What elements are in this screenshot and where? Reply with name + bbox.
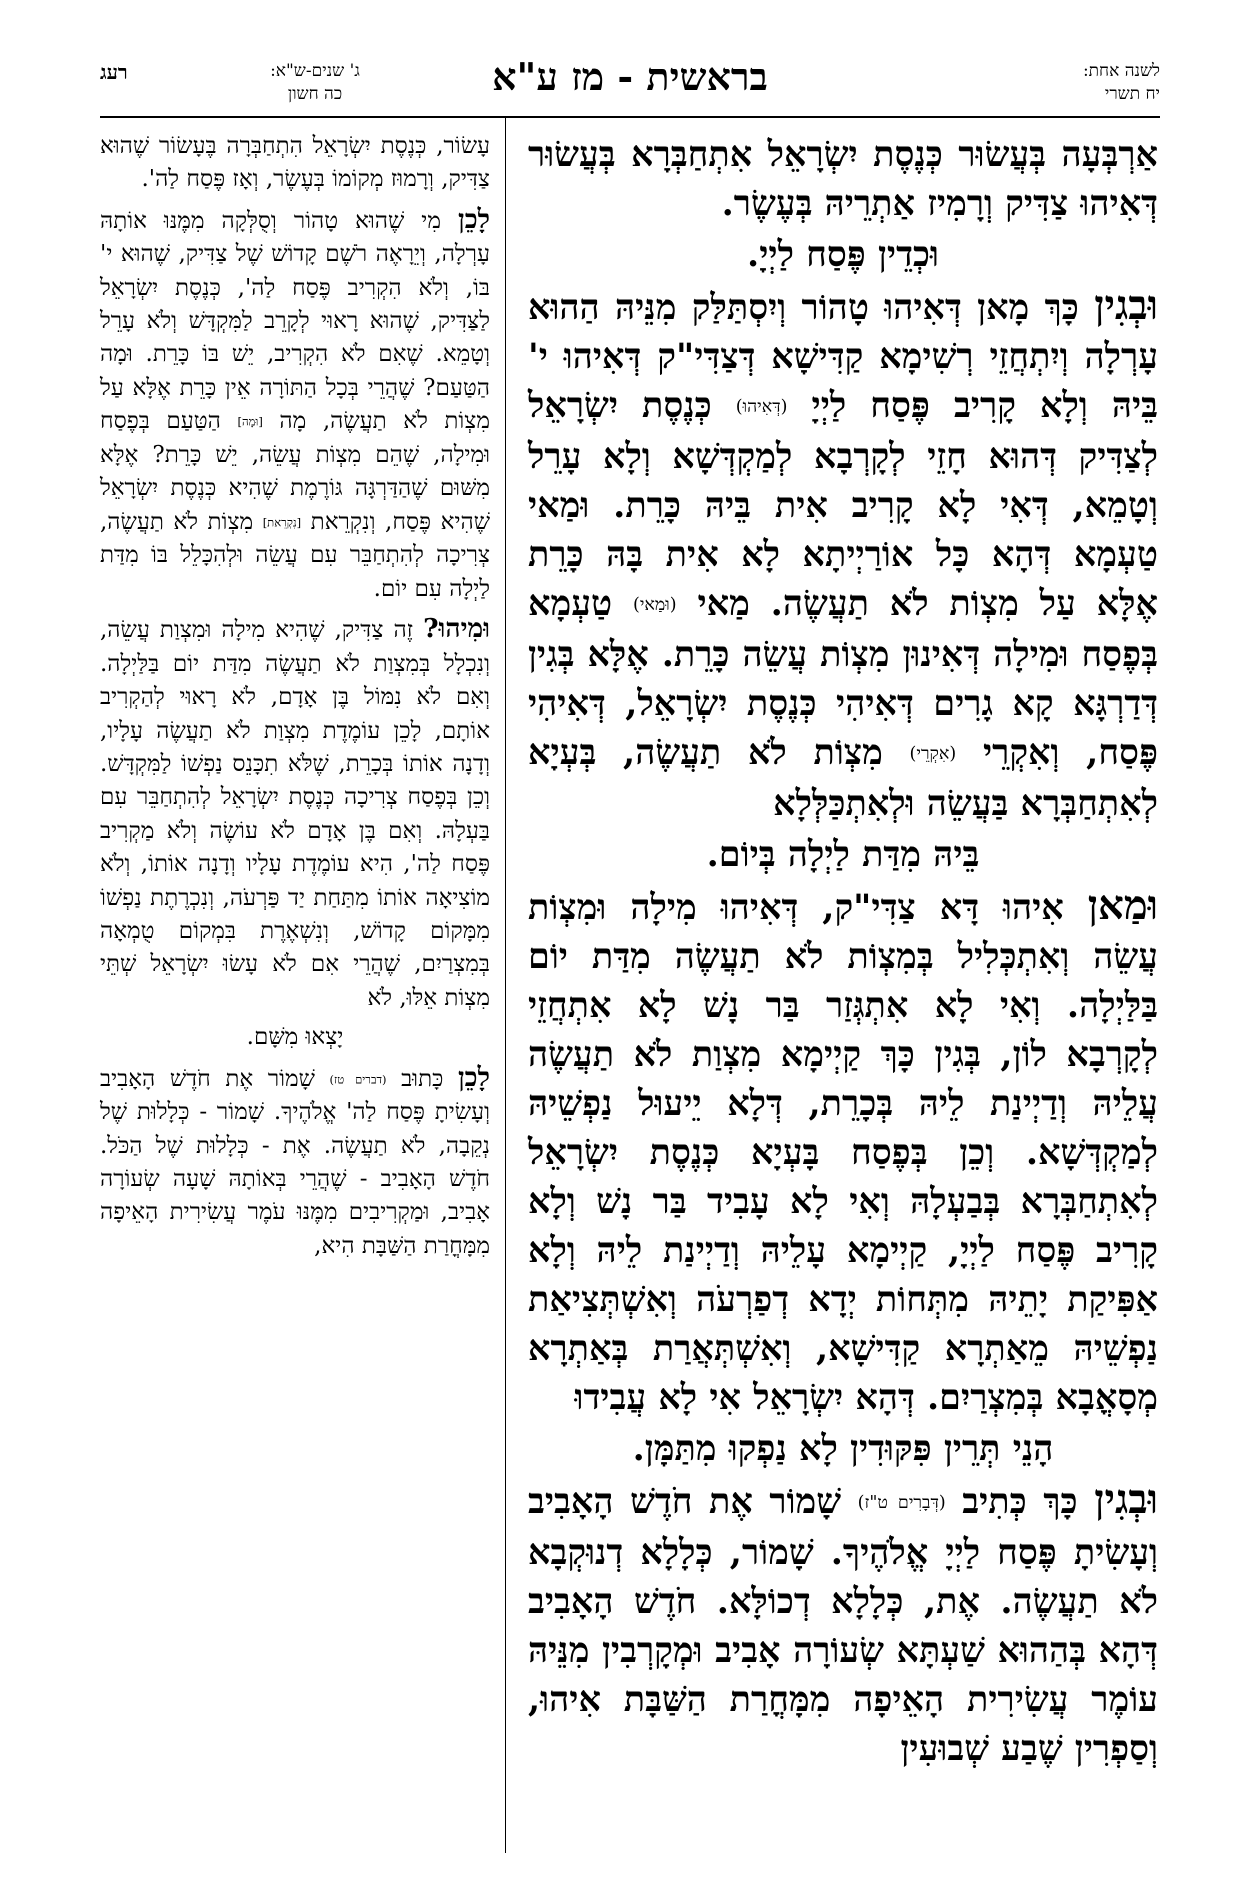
page-title: בראשית - מז ע"א — [492, 54, 768, 99]
verse-reference: (דברים טז) — [329, 1071, 387, 1086]
main-paragraph — [528, 1475, 1158, 1773]
side-paragraph-ending: יָצְאוּ מִשָּׁם. — [246, 1024, 344, 1051]
header-three-year-cycle: ג' שנים-ש"א: — [270, 61, 360, 81]
aramaic-text-column — [528, 130, 1158, 1775]
hebrew-translation-column — [100, 130, 490, 1269]
main-p2-text-c: טַעְמָא בְּפֶסַח וּמִילָה דְּאִינוּן מִצְוֹת עֲשֵׂה כָּרֵת. אֶלָּא בְּגִין דְּדַרְגָּא קָא גָרִים דְּאִיהִי כְּנֶסֶת יִשְׂרָאֵל, דְּאִיהִי פֶּסַח, וְאִקְרֵי — [528, 583, 1159, 773]
page-number: רעג — [100, 60, 128, 84]
main-paragraph-ending: וּכְדֵין פֶּסַח לַיְיָ. — [747, 234, 939, 275]
main-p2-text-b: כְּנֶסֶת יִשְׂרָאֵל לְצַדִּיק דְּהוּא חָזֵי לְקָרְבָא לְמַקְדְּשָׁא וְלָא עָרֵל וְטָמֵא, דְּאִי לָא קָרִיב אִית בֵּיהּ כָּרֵת. וּמַאי טַעְמָא דְּהָא כָּל אוֹרַיְיתָא לָא אִית בָּהּ כָּרֵת אֶלָּא עַל מִצְוֹת לֹא תַעֲשֶׂה. מַאי — [528, 385, 1158, 624]
paragraph-lead-word: לָכֵן — [457, 1061, 490, 1093]
variant-reading: (אִקְרֵי) — [909, 744, 957, 764]
side-p4-text-a: כָּתוּב — [386, 1065, 458, 1092]
paragraph-lead-word: וּמִיהוּ? — [423, 613, 490, 645]
side-p2-text-b: הַטַּעַם בְּפֶסַח וּמִילָה, שֶׁהֵם מִצְוֹת עֲשֵׂה, יֵשׁ כָּרֵת? אֶלָּא מִשּׁוּם שֶׁהַדַּרְגָּה גּוֹרֶמֶת שֶׁהִיא כְּנֶסֶת יִשְׂרָאֵל שֶׁהִיא פֶּסַח, וְנִקְרֵאת — [100, 408, 490, 535]
paragraph-lead-word: וּבְגִין — [1094, 1476, 1158, 1523]
verse-reference: (דְּבָרִים ט"ז) — [857, 1493, 946, 1513]
header-daily-cycle: לשנה אחת: — [1082, 61, 1160, 81]
side-paragraph — [100, 612, 490, 1015]
main-paragraph — [528, 130, 1158, 228]
header-divider — [100, 116, 1160, 118]
main-p4-text-a: כָּךְ כְּתִיב — [945, 1481, 1095, 1522]
side-p2-text-a: מִי שֶׁהוּא טָהוֹר וְסֻלְּקָה מִמֶּנּוּ אוֹתָהּ עָרְלָה, וְיֵרָאֶה רֹשֶׁם קָדוֹשׁ שֶׁל צַדִּיק, שֶׁהוּא י' בּוֹ, וְלֹא הִקְרִיב פֶּסַח לַה', כְּנֶסֶת יִשְׂרָאֵל לַצַּדִּיק, שֶׁהוּא רָאוּי לְקָרֵב לַמִּקְדָּשׁ וְלֹא עָרֵל וְטָמֵא. שֶׁאִם לֹא הִקְרִיב, יֵשׁ בּוֹ כָּרֵת. וּמָה הַטַּעַם? שֶׁהֲרֵי בְּכָל הַתּוֹרָה אֵין כָּרֵת אֶלָּא עַל מִצְוֹת לֹא תַעֲשֶׂה, מָה — [100, 207, 490, 435]
paragraph-lead-word: וּבְגִין — [1094, 282, 1158, 329]
main-paragraph-ending: בֵּיהּ מִדַּת לַיְלָה בְּיוֹם. — [706, 834, 980, 875]
variant-reading: (דְּאִיהוּ) — [735, 397, 788, 417]
main-p2-text-a: כָּךְ מָאן דְּאִיהוּ טָהוֹר וְיִסְתַּלַּק מִנֵּיהּ הַהוּא עָרְלָה וְיִתְחֲזֵי רְשִׁימָא קַדִּישָׁא דְּצַדִּי"ק דְּאִיהוּ י' בֵּיהּ וְלָא קָרִיב פֶּסַח לַיְיָ — [528, 287, 1158, 426]
header-cycle-info — [160, 60, 470, 106]
main-paragraph-ending: הָנֵי תְּרֵין פִּקּוּדִין לָא נַפְקוּ מִתַּמָּן. — [632, 1428, 1054, 1469]
main-p4-text-b: שָׁמוֹר אֶת חֹדֶשׁ הָאָבִיב וְעָשִׂיתָ פֶּסַח לַיְיָ אֱלֹהֶיךָ. שָׁמוֹר, כְּלָלָא דְנוּקְבָא לֹא תַעֲשֶׂה. אֶת, כְּלָלָא דְכוֹלָּא. חֹדֶשׁ הָאָבִיב דְּהָא בְּהַהוּא שַׁעְתָּא שְׂעוֹרָה אָבִיב וּמְקָרְבִין מִנֵּיהּ עוֹמֶר עֲשִׂירִית הָאֵיפָה מִמָּחֳרַת הַשַּׁבָּת אִיהוּ, וְסַפְרִין שֶׁבַע שְׁבוּעִין — [528, 1481, 1158, 1769]
side-p4-text-b: שָׁמוֹר אֶת חֹדֶשׁ הָאָבִיב וְעָשִׂיתָ פֶּסַח לַה' אֱלֹהֶיךָ. שָׁמוֹר - כְּלָלוּת שֶׁל נְקֵבָה, לֹא תַעֲשֶׂה. אֶת - כְּלָלוּת שֶׁל הַכֹּל. חֹדֶשׁ הָאָבִיב - שֶׁהֲרֵי בְּאוֹתָהּ שָׁעָה שְׂעוֹרָה אָבִיב, וּמַקְרִיבִים מִמֶּנּוּ עֹמֶר עֲשִׂירִית הָאֵיפָה מִמָּחֳרַת הַשַּׁבָּת הִיא, — [100, 1065, 490, 1259]
variant-reading: [וּמָה] — [237, 414, 263, 429]
variant-reading: (וּמַאי) — [633, 595, 677, 615]
side-p3-text: זֶה צַדִּיק, שֶׁהִיא מִילָה וּמִצְוַת עֲשֵׂה, וְנִכְלָל בְּמִצְוַת לֹא תַעֲשֶׂה מִדַּת יוֹם בַּלַּיְלָה. וְאִם לֹא נִמּוֹל בֶּן אָדָם, לֹא רָאוּי לְהַקְרִיב אוֹתָם, לָכֵן עוֹמֶדֶת מִצְוַת לֹא תַעֲשֶׂה עָלָיו, וְדָנָה אוֹתוֹ בְּכָרֵת, שֶׁלֹּא תִכָּנֵס נַפְשׁוֹ לַמִּקְדָּשׁ. וְכֵן בְּפֶסַח צְרִיכָה כְּנֶסֶת יִשְׂרָאֵל לְהִתְחַבֵּר עִם בַּעְלָהּ. וְאִם בֶּן אָדָם לֹא עוֹשֶׂה וְלֹא מַקְרִיב פֶּסַח לַה', הִיא עוֹמֶדֶת עָלָיו וְדָנָה אוֹתוֹ, וְלֹא מוֹצִיאָה אוֹתוֹ מִתַּחַת יַד פַּרְעֹה, וְנִכְרֶתֶת נַפְשׁוֹ מִמָּקוֹם קָדוֹשׁ, וְנִשְׁאֶרֶת בִּמְקוֹם טֻמְאָה בְּמִצְרַיִם, שֶׁהֲרֵי אִם לֹא עָשׂוּ יִשְׂרָאֵל שְׁתֵּי מִצְוֹת אֵלּוּ, לֹא — [100, 617, 490, 1011]
main-p3-text: אִיהוּ דָּא צַדִּי"ק, דְּאִיהוּ מִילָה וּמִצְוֹת עֲשֵׂה וְאִתְכְּלִיל בְּמִצְוֹת לֹא תַעֲשֶׂה מִדַּת יוֹם בַּלַּיְלָה. וְאִי לָא אִתְגְּזַר בַּר נָשׁ לָא אִתְחֲזֵי לְקָרְבָא לוֹן, בְּגִין כָּךְ קַיְימָא מִצְוַת לֹא תַעֲשֶׂה עֲלֵיהּ וְדַיְינַת לֵיהּ בְּכָרֵת, דְּלָא יֵיעוּל נַפְשֵׁיהּ לְמַקְדְּשָׁא. וְכֵן בְּפֶסַח בָּעְיָא כְּנֶסֶת יִשְׂרָאֵל לְאִתְחַבְּרָא בְּבַעְלָהּ וְאִי לָא עָבִיד בַּר נָשׁ וְלָא קָרִיב פֶּסַח לַיְיָ, קַיְימָא עָלֵיהּ וְדַיְינַת לֵיהּ וְלָא אַפִּיקַת יָתֵיהּ מִתְּחוֹת יְדָא דְפַרְעֹה וְאִשְׁתְּצִיאַת נַפְשֵׁיהּ מֵאַתְרָא קַדִּישָׁא, וְאִשְׁתְּאֲרַת בְּאַתְרָא מְסָאֳבָא בְּמִצְרַיִם. דְּהָא יִשְׂרָאֵל אִי לָא עֲבִידוּ — [528, 887, 1158, 1418]
side-paragraph — [100, 203, 490, 606]
header-cycle-date: כה חשון — [287, 84, 343, 104]
main-paragraph — [528, 881, 1158, 1422]
main-paragraph — [528, 281, 1158, 828]
header-daily-date: יח תשרי — [1104, 84, 1160, 104]
side-p2-text-c: מִצְוֹת לֹא תַעֲשֶׂה, צְרִיכָה לְהִתְחַבֵּר עִם עֲשֵׂה וּלְהִכָּלֵל בּוֹ מִדַּת לַיְלָה עִם יוֹם. — [100, 508, 490, 602]
side-paragraph: עָשׂוֹר, כְּנֶסֶת יִשְׂרָאֵל הִתְחַבְּרָה בֶּעָשׂוֹר שֶׁהוּא צַדִּיק, וְרָמוּז מְקוֹמוֹ בְּעֶשֶׂר, וְאָז פֶּסַח לַה'. — [100, 133, 490, 193]
variant-reading: [נִקְרֵאת] — [262, 515, 302, 530]
side-paragraph — [100, 1061, 490, 1264]
main-p2-text-d: מִצְוֹת לֹא תַעֲשֶׂה, בְּעְיָא לְאִתְחַבְּרָא בַּעֲשֵׂה וּלְאִתְכַּלְּלָא — [528, 732, 1158, 824]
paragraph-lead-word: וּמַאן — [1087, 882, 1158, 929]
main-p1-text: אַרְבְּעָה בְּעֲשׂוּר כְּנֶסֶת יִשְׂרָאֵל אִתְחַבְּרָא בְּעֲשׂוּר דְּאִיהוּ צַדִּיק וְרָמִיז אַתְרֵיהּ בְּעֶשֶׂר. — [528, 134, 1158, 224]
column-divider — [505, 118, 506, 1853]
paragraph-lead-word: לָכֵן — [457, 203, 490, 235]
